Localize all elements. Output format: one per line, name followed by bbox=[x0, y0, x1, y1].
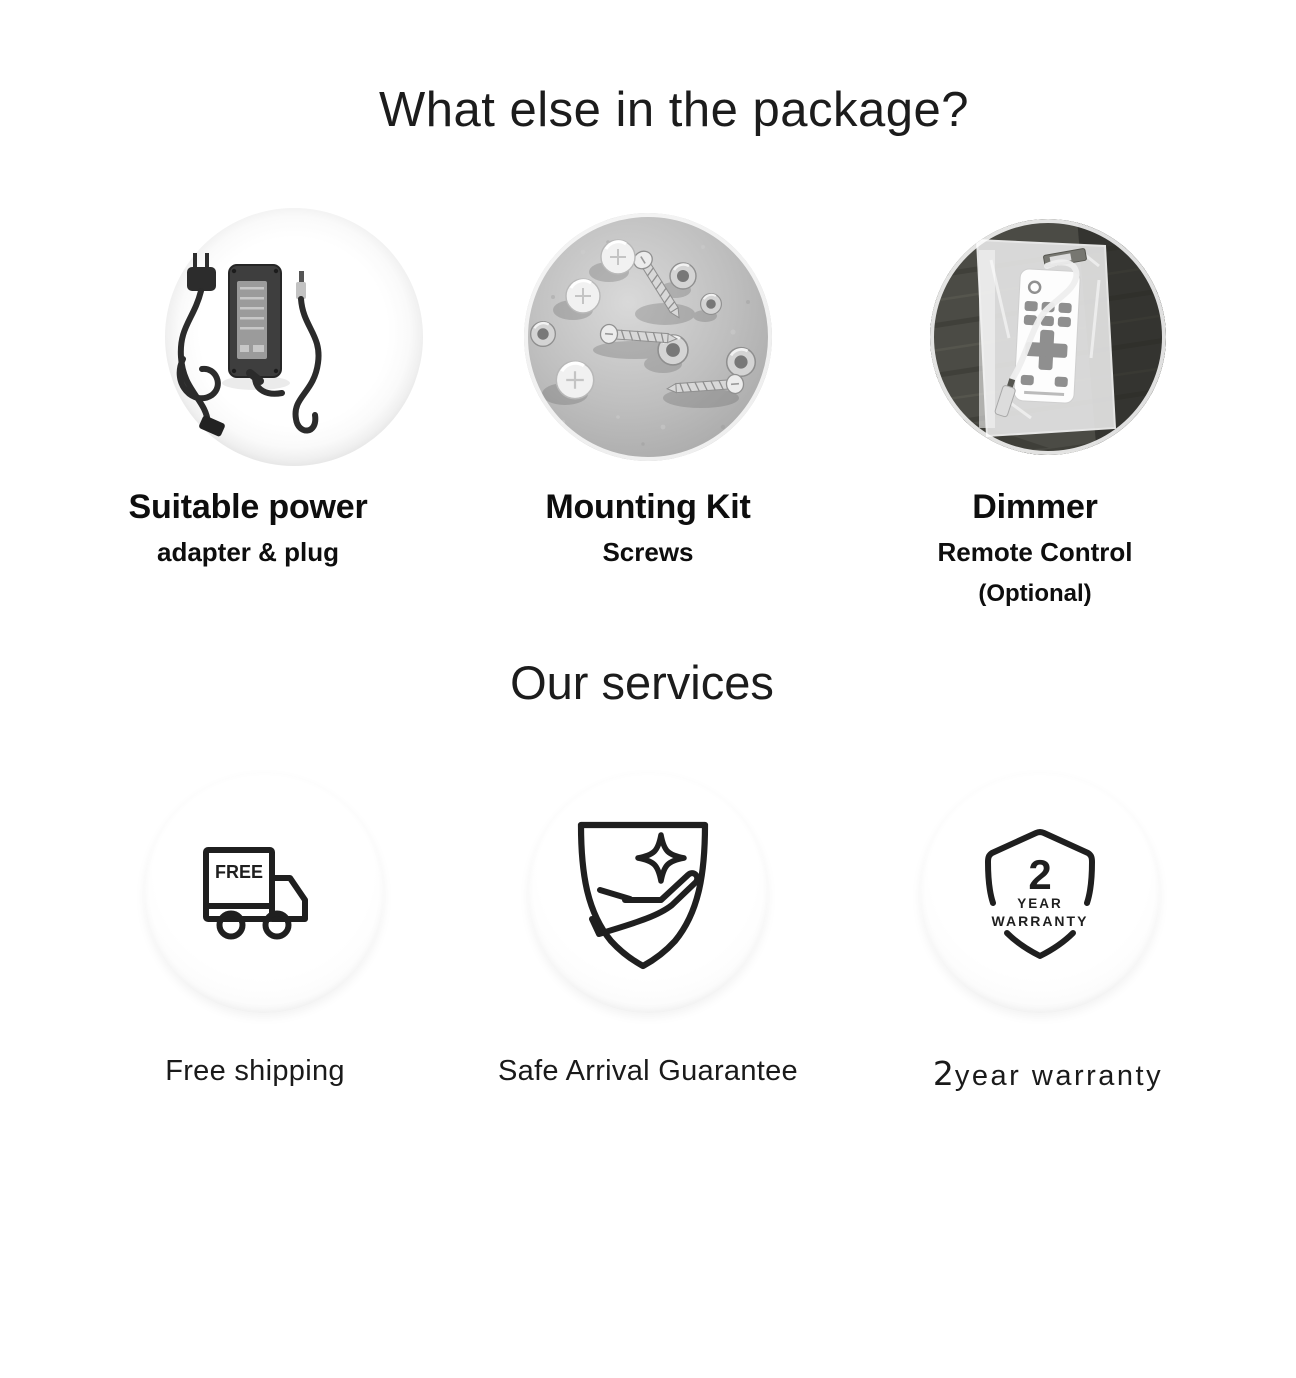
truck-free-label: FREE bbox=[214, 861, 264, 882]
service-label bbox=[888, 1053, 1208, 1096]
services-title: Our services bbox=[510, 656, 774, 710]
warranty-label bbox=[888, 1053, 1208, 1096]
page-title: What else in the package? bbox=[379, 83, 969, 137]
item-subtitle: Remote Control bbox=[937, 536, 1133, 567]
service-circle bbox=[144, 773, 384, 1013]
warranty-label-number: 2 bbox=[932, 1053, 955, 1093]
warranty-label-text: year warranty bbox=[954, 1059, 1164, 1092]
service-label: Free shipping bbox=[165, 1054, 345, 1087]
service-circle bbox=[920, 773, 1160, 1013]
warranty-word-warranty: WARRANTY bbox=[991, 912, 1089, 929]
mounting-screws-photo bbox=[523, 212, 773, 462]
service-safe-arrival bbox=[488, 773, 808, 1013]
power-adapter-photo bbox=[164, 207, 424, 467]
package-item-dimmer bbox=[888, 218, 1208, 456]
item-title: Mounting Kit bbox=[545, 488, 751, 527]
service-warranty bbox=[880, 773, 1200, 1013]
free-shipping-label bbox=[95, 1053, 415, 1096]
item-subtitle: Screws bbox=[602, 536, 694, 567]
mounting-kit-label bbox=[488, 486, 808, 609]
warranty-years-number: 2 bbox=[1028, 850, 1052, 898]
package-item-mounting-kit bbox=[488, 212, 808, 462]
free-shipping-truck-icon bbox=[171, 808, 341, 978]
service-free-shipping bbox=[104, 773, 424, 1013]
safe-arrival-shield-icon bbox=[563, 808, 733, 978]
power-adapter-label bbox=[88, 486, 408, 609]
package-labels-row bbox=[0, 486, 1296, 609]
photo-circle bbox=[929, 218, 1167, 456]
service-circle bbox=[528, 773, 768, 1013]
services-row bbox=[0, 771, 1296, 1015]
item-title: Suitable power bbox=[128, 488, 368, 527]
photo-circle bbox=[523, 212, 773, 462]
item-subtitle: adapter & plug bbox=[156, 536, 339, 567]
sparkle-icon bbox=[638, 835, 684, 881]
warranty-shield-icon bbox=[955, 808, 1125, 978]
service-labels-row bbox=[0, 1053, 1296, 1096]
package-item-power-adapter bbox=[134, 207, 454, 467]
dimmer-label bbox=[875, 486, 1195, 609]
item-note: (Optional) bbox=[978, 580, 1092, 608]
dimmer-remote-photo bbox=[929, 218, 1167, 456]
safe-arrival-label bbox=[488, 1053, 808, 1096]
item-title: Dimmer bbox=[972, 488, 1098, 527]
photo-circle bbox=[164, 207, 424, 467]
warranty-word-year: YEAR bbox=[1017, 895, 1063, 911]
package-photos-row bbox=[0, 204, 1296, 470]
service-label: Safe Arrival Guarantee bbox=[498, 1054, 798, 1087]
